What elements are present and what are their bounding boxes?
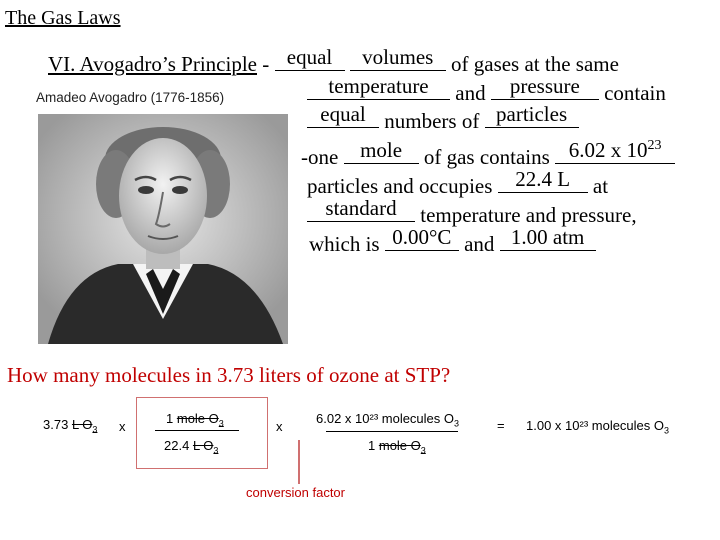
blank-pressure xyxy=(491,74,599,100)
blank-standard xyxy=(307,196,415,222)
blank-equal-text: equal xyxy=(286,45,333,69)
blank-mole-text: mole xyxy=(360,138,403,162)
text-and: and xyxy=(455,81,486,105)
avogadro-portrait xyxy=(38,114,288,344)
text-contain: contain xyxy=(604,81,666,105)
calc-given-unit-text: L O xyxy=(71,417,93,432)
conversion-connector xyxy=(298,440,300,484)
conversion-factor-label: conversion factor xyxy=(246,485,345,500)
text-of-gases: of gases at the same xyxy=(451,52,619,76)
blank-particles-text: particles xyxy=(496,102,568,126)
blank-temperature xyxy=(307,74,450,100)
f2-den-sub: 3 xyxy=(420,445,426,456)
calc-result-sub: 3 xyxy=(664,425,670,436)
text-at: at xyxy=(592,174,609,198)
calc-times-1: x xyxy=(119,419,126,434)
fraction-2-denominator xyxy=(368,438,426,456)
blank-atm-text: 1.00 atm xyxy=(510,225,585,249)
blank-equal-2 xyxy=(307,102,379,128)
text-which-is: which is xyxy=(309,232,380,256)
section-heading: VI. Avogadro’s Principle xyxy=(48,52,257,76)
f2-den-val: 1 xyxy=(368,438,376,453)
fraction-2-numerator xyxy=(316,411,459,429)
blank-avogadro-number-text xyxy=(555,138,675,163)
f1-den-unit-text: L O xyxy=(192,438,214,453)
blank-standard-text: standard xyxy=(325,196,397,220)
f1-den-val: 22.4 xyxy=(164,438,190,453)
text-and-2: and xyxy=(464,232,495,256)
principle-line-4 xyxy=(301,138,675,170)
blank-volumes-text: volumes xyxy=(362,45,434,69)
blank-volume-text: 22.4 L xyxy=(515,167,571,191)
question: How many molecules in 3.73 liters of ozone at STP? xyxy=(7,363,451,387)
blank-volumes xyxy=(350,45,446,71)
principle-line-7 xyxy=(309,225,596,257)
blank-equal-2-text: equal xyxy=(320,102,366,126)
blank-volume xyxy=(498,167,588,193)
principle-line-1 xyxy=(48,45,619,77)
principle-line-3 xyxy=(307,102,579,134)
calc-given-sub: 3 xyxy=(92,424,98,435)
blank-zero xyxy=(385,225,459,251)
f1-num-unit-text: mole O xyxy=(176,411,219,426)
calc-equals: = xyxy=(497,418,505,433)
calc-given xyxy=(43,417,97,435)
blank-zero-text: 0.00°C xyxy=(392,225,452,249)
f2-num-sub: 3 xyxy=(454,418,460,429)
f2-den-unit-text: mole O xyxy=(378,438,421,453)
blank-atm xyxy=(500,225,596,251)
calc-result-text: 1.00 x 10²³ molecules O xyxy=(526,418,665,433)
text-particles-occupies: particles and occupies xyxy=(307,174,493,198)
text-one: -one xyxy=(301,145,339,169)
blank-particles xyxy=(485,102,579,128)
f1-num-sub: 3 xyxy=(218,418,224,429)
f1-num-val: 1 xyxy=(166,411,174,426)
blank-equal xyxy=(275,45,345,71)
calc-result xyxy=(526,418,669,436)
avogadro-exponent: 23 xyxy=(647,138,662,153)
blank-mole xyxy=(344,138,419,164)
dash: - xyxy=(262,52,270,76)
blank-temperature-text: temperature xyxy=(328,74,429,98)
calc-given-unit xyxy=(71,417,98,435)
principle-line-6 xyxy=(307,196,637,228)
f2-den-unit xyxy=(378,438,426,456)
portrait-caption: Amadeo Avogadro (1776-1856) xyxy=(36,90,225,105)
blank-avogadro-number xyxy=(555,138,675,164)
conversion-factor-box xyxy=(136,397,268,469)
avogadro-mantissa: 6.02 x 10 xyxy=(568,138,648,162)
text-numbers-of: numbers of xyxy=(384,109,480,133)
calc-given-num: 3.73 xyxy=(43,417,69,432)
fraction-2-bar xyxy=(326,431,458,432)
calc-times-2: x xyxy=(276,419,283,434)
page-title: The Gas Laws xyxy=(5,7,121,29)
principle-line-5 xyxy=(307,167,609,199)
f2-num-text: 6.02 x 10²³ molecules O xyxy=(316,411,455,426)
blank-pressure-text: pressure xyxy=(509,74,580,98)
text-temp-pressure: temperature and pressure, xyxy=(420,203,637,227)
text-of-gas-contains: of gas contains xyxy=(423,145,550,169)
f1-den-sub: 3 xyxy=(213,445,219,456)
